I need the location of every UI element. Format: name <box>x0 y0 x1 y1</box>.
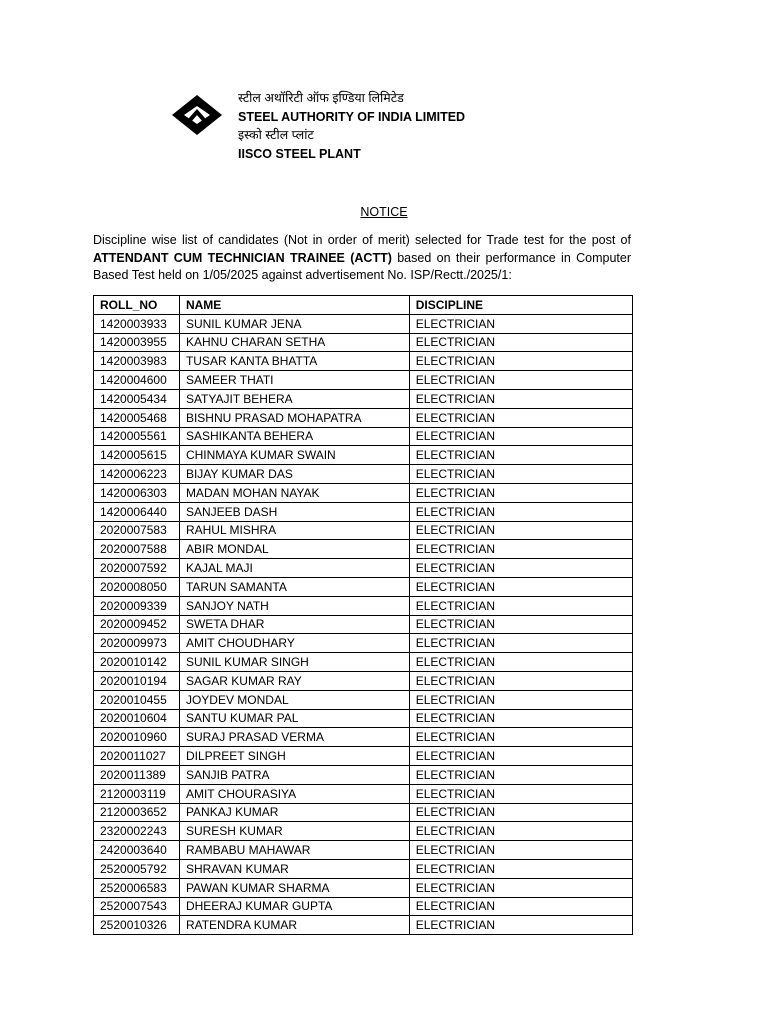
name-cell: CHINMAYA KUMAR SWAIN <box>179 446 409 465</box>
roll-no-cell: 2020010194 <box>94 671 180 690</box>
roll-no-cell: 1420005561 <box>94 427 180 446</box>
roll-no-cell: 2020007588 <box>94 540 180 559</box>
table-row <box>94 559 633 578</box>
discipline-cell: ELECTRICIAN <box>409 690 632 709</box>
roll-no-cell: 2320002243 <box>94 822 180 841</box>
company-name-hindi: स्टील अथॉरिटी ऑफ इण्डिया लिमिटेड <box>238 91 404 105</box>
roll-no-cell: 2020007592 <box>94 559 180 578</box>
discipline-cell: ELECTRICIAN <box>409 784 632 803</box>
discipline-cell: ELECTRICIAN <box>409 408 632 427</box>
name-cell: SURAJ PRASAD VERMA <box>179 728 409 747</box>
table-row <box>94 483 633 502</box>
name-cell: KAJAL MAJI <box>179 559 409 578</box>
discipline-cell: ELECTRICIAN <box>409 540 632 559</box>
table-row <box>94 615 633 634</box>
discipline-cell: ELECTRICIAN <box>409 747 632 766</box>
name-cell: SURESH KUMAR <box>179 822 409 841</box>
table-row <box>94 897 633 916</box>
discipline-cell: ELECTRICIAN <box>409 427 632 446</box>
discipline-cell: ELECTRICIAN <box>409 521 632 540</box>
intro-text-start: Discipline wise list of candidates (Not in order of merit) selected for Trade test for the post of <box>93 233 631 247</box>
roll-no-cell: 2420003640 <box>94 841 180 860</box>
table-row <box>94 596 633 615</box>
roll-no-cell: 2020011027 <box>94 747 180 766</box>
candidate-table <box>93 295 633 935</box>
name-cell: TUSAR KANTA BHATTA <box>179 352 409 371</box>
column-header-name: NAME <box>179 296 409 315</box>
name-cell: PANKAJ KUMAR <box>179 803 409 822</box>
name-cell: SUNIL KUMAR SINGH <box>179 653 409 672</box>
name-cell: SATYAJIT BEHERA <box>179 389 409 408</box>
name-cell: PAWAN KUMAR SHARMA <box>179 878 409 897</box>
discipline-cell: ELECTRICIAN <box>409 803 632 822</box>
name-cell: BISHNU PRASAD MOHAPATRA <box>179 408 409 427</box>
discipline-cell: ELECTRICIAN <box>409 841 632 860</box>
name-cell: JOYDEV MONDAL <box>179 690 409 709</box>
table-row <box>94 803 633 822</box>
roll-no-cell: 2020011389 <box>94 765 180 784</box>
roll-no-cell: 2020010604 <box>94 709 180 728</box>
name-cell: RAMBABU MAHAWAR <box>179 841 409 860</box>
name-cell: MADAN MOHAN NAYAK <box>179 483 409 502</box>
plant-name: IISCO STEEL PLANT <box>238 146 361 161</box>
table-header-row <box>94 296 633 315</box>
table-row <box>94 314 633 333</box>
roll-no-cell: 2120003119 <box>94 784 180 803</box>
table-row <box>94 859 633 878</box>
name-cell: RAHUL MISHRA <box>179 521 409 540</box>
table-row <box>94 427 633 446</box>
discipline-cell: ELECTRICIAN <box>409 634 632 653</box>
roll-no-cell: 2020009973 <box>94 634 180 653</box>
roll-no-cell: 1420005434 <box>94 389 180 408</box>
post-name: ATTENDANT CUM TECHNICIAN TRAINEE (ACTT) <box>93 250 392 265</box>
roll-no-cell: 1420003983 <box>94 352 180 371</box>
name-cell: SANTU KUMAR PAL <box>179 709 409 728</box>
discipline-cell: ELECTRICIAN <box>409 859 632 878</box>
discipline-cell: ELECTRICIAN <box>409 333 632 352</box>
roll-no-cell: 1420005468 <box>94 408 180 427</box>
roll-no-cell: 2020010960 <box>94 728 180 747</box>
column-header-roll-no: ROLL_NO <box>94 296 180 315</box>
discipline-cell: ELECTRICIAN <box>409 653 632 672</box>
discipline-cell: ELECTRICIAN <box>409 502 632 521</box>
discipline-cell: ELECTRICIAN <box>409 352 632 371</box>
sail-logo <box>170 93 224 137</box>
table-row <box>94 841 633 860</box>
discipline-cell: ELECTRICIAN <box>409 878 632 897</box>
name-cell: SUNIL KUMAR JENA <box>179 314 409 333</box>
roll-no-cell: 2520010326 <box>94 916 180 935</box>
table-row <box>94 389 633 408</box>
table-row <box>94 822 633 841</box>
table-row <box>94 521 633 540</box>
discipline-cell: ELECTRICIAN <box>409 728 632 747</box>
discipline-cell: ELECTRICIAN <box>409 671 632 690</box>
discipline-cell: ELECTRICIAN <box>409 559 632 578</box>
table-row <box>94 577 633 596</box>
table-row <box>94 352 633 371</box>
letterhead <box>238 89 465 163</box>
table-row <box>94 765 633 784</box>
discipline-cell: ELECTRICIAN <box>409 615 632 634</box>
roll-no-cell: 2120003652 <box>94 803 180 822</box>
name-cell: BIJAY KUMAR DAS <box>179 465 409 484</box>
name-cell: RATENDRA KUMAR <box>179 916 409 935</box>
table-row <box>94 671 633 690</box>
roll-no-cell: 2020009339 <box>94 596 180 615</box>
table-row <box>94 540 633 559</box>
table-row <box>94 690 633 709</box>
table-row <box>94 634 633 653</box>
table-row <box>94 784 633 803</box>
roll-no-cell: 2020007583 <box>94 521 180 540</box>
name-cell: SAMEER THATI <box>179 371 409 390</box>
plant-name-hindi: इस्को स्टील प्लांट <box>238 128 314 142</box>
discipline-cell: ELECTRICIAN <box>409 371 632 390</box>
table-row <box>94 728 633 747</box>
discipline-cell: ELECTRICIAN <box>409 916 632 935</box>
name-cell: SASHIKANTA BEHERA <box>179 427 409 446</box>
discipline-cell: ELECTRICIAN <box>409 577 632 596</box>
discipline-cell: ELECTRICIAN <box>409 897 632 916</box>
discipline-cell: ELECTRICIAN <box>409 822 632 841</box>
name-cell: SANJEEB DASH <box>179 502 409 521</box>
intro-text-end: based on their performance in Computer Based Test held on 1/05/2025 against advertisement No. ISP/Rectt./2025/1: <box>93 250 632 282</box>
table-row <box>94 653 633 672</box>
table-row <box>94 878 633 897</box>
name-cell: SANJOY NATH <box>179 596 409 615</box>
name-cell: AMIT CHOURASIYA <box>179 784 409 803</box>
name-cell: TARUN SAMANTA <box>179 577 409 596</box>
name-cell: SHRAVAN KUMAR <box>179 859 409 878</box>
roll-no-cell: 1420003955 <box>94 333 180 352</box>
roll-no-cell: 2020010455 <box>94 690 180 709</box>
roll-no-cell: 2520006583 <box>94 878 180 897</box>
table-row <box>94 747 633 766</box>
name-cell: AMIT CHOUDHARY <box>179 634 409 653</box>
roll-no-cell: 2020010142 <box>94 653 180 672</box>
notice-title: NOTICE <box>360 205 408 219</box>
name-cell: SAGAR KUMAR RAY <box>179 671 409 690</box>
table-row <box>94 709 633 728</box>
discipline-cell: ELECTRICIAN <box>409 389 632 408</box>
roll-no-cell: 1420006440 <box>94 502 180 521</box>
column-header-discipline: DISCIPLINE <box>409 296 632 315</box>
name-cell: DHEERAJ KUMAR GUPTA <box>179 897 409 916</box>
table-row <box>94 446 633 465</box>
name-cell: ABIR MONDAL <box>179 540 409 559</box>
discipline-cell: ELECTRICIAN <box>409 465 632 484</box>
notice-intro <box>93 232 631 285</box>
name-cell: SWETA DHAR <box>179 615 409 634</box>
roll-no-cell: 1420003933 <box>94 314 180 333</box>
table-row <box>94 502 633 521</box>
roll-no-cell: 2020008050 <box>94 577 180 596</box>
table-row <box>94 465 633 484</box>
name-cell: KAHNU CHARAN SETHA <box>179 333 409 352</box>
company-name: STEEL AUTHORITY OF INDIA LIMITED <box>238 109 466 124</box>
table-row <box>94 408 633 427</box>
roll-no-cell: 2520005792 <box>94 859 180 878</box>
discipline-cell: ELECTRICIAN <box>409 483 632 502</box>
roll-no-cell: 2520007543 <box>94 897 180 916</box>
name-cell: SANJIB PATRA <box>179 765 409 784</box>
roll-no-cell: 2020009452 <box>94 615 180 634</box>
table-row <box>94 916 633 935</box>
roll-no-cell: 1420005615 <box>94 446 180 465</box>
roll-no-cell: 1420006223 <box>94 465 180 484</box>
roll-no-cell: 1420004600 <box>94 371 180 390</box>
name-cell: DILPREET SINGH <box>179 747 409 766</box>
discipline-cell: ELECTRICIAN <box>409 314 632 333</box>
roll-no-cell: 1420006303 <box>94 483 180 502</box>
discipline-cell: ELECTRICIAN <box>409 765 632 784</box>
discipline-cell: ELECTRICIAN <box>409 446 632 465</box>
discipline-cell: ELECTRICIAN <box>409 709 632 728</box>
table-body <box>94 314 633 934</box>
table-row <box>94 371 633 390</box>
table-row <box>94 333 633 352</box>
discipline-cell: ELECTRICIAN <box>409 596 632 615</box>
